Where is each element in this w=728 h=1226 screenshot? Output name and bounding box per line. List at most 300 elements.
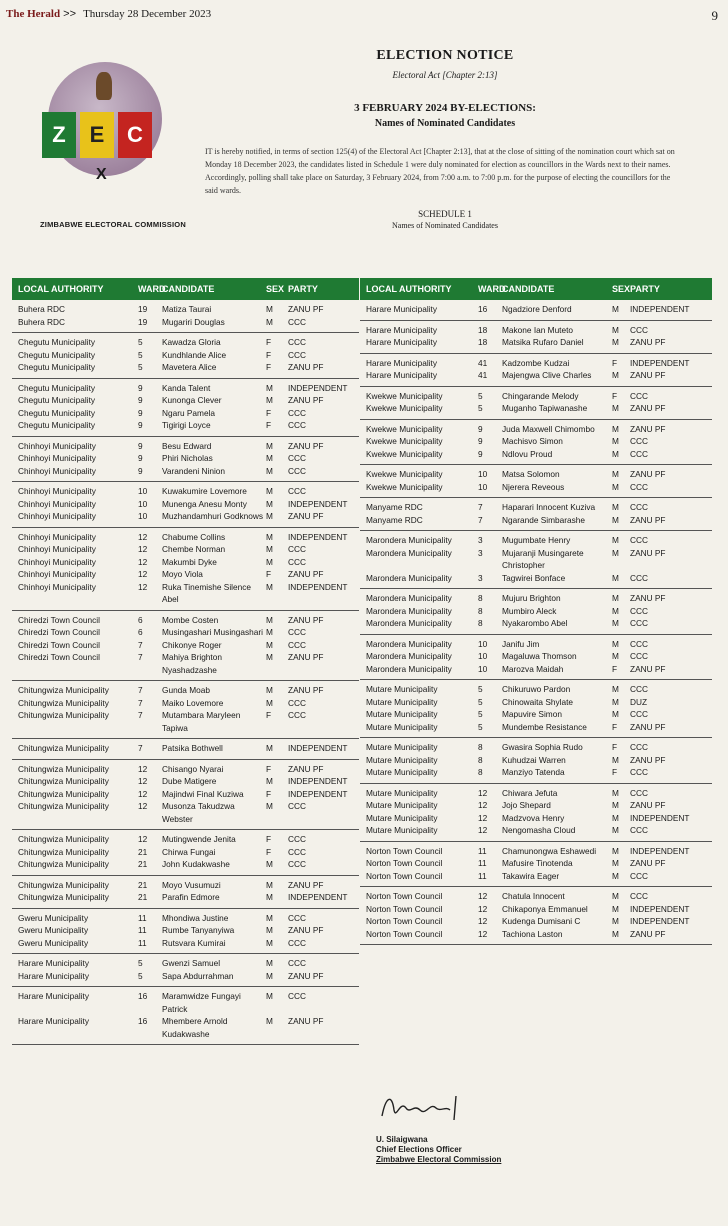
sex-cell: M [612,825,619,835]
local-authority-cell: Mutare Municipality [366,787,438,798]
local-authority-cell: Harare Municipality [18,970,90,981]
ward-cell: 7 [478,514,483,525]
candidate-cell: Machisvo Simon [502,436,563,446]
ward-cell: 10 [478,638,488,649]
table-row [12,452,359,465]
party-cell: CCC [630,502,648,512]
ward-group [360,420,712,466]
table-row [12,858,359,871]
party-cell: INDEPENDENT [288,531,348,542]
local-authority-cell: Chitungwiza Municipality [18,710,109,720]
party-cell: CCC [630,767,648,777]
sex-cell: F [266,834,272,844]
local-authority-cell: Chitungwiza Municipality [18,859,109,869]
candidate-cell: Chamunongwa Eshawedi [502,845,597,856]
party-cell: CCC [630,891,648,901]
sex-cell: M [612,709,619,719]
sex-cell: F [266,349,272,360]
table-body [360,300,712,945]
notice-body: IT is hereby notified, in terms of section 125(4) of the Electoral Act [Chapter 2:13], that at the close of sitting of the nomination court which sat on Monday 18 December 2023, the candidates listed in Schedule 1 were duly nominated for election as councillors in the Wards next to their names. Accordingly, polling shall take place on Saturday, 3 February 2024, from 7:00 a.m. to 7:00 p.m. for the purpose of electing the councillors for the said wards. [205,147,675,195]
candidate-cell: Takawira Eager [502,870,560,881]
candidate-cell: Majindwi Final Kuziwa [162,788,244,799]
ward-cell: 7 [478,502,483,512]
table-row [360,890,712,903]
candidate-cell: Nengomasha Cloud [502,825,576,835]
sex-cell: M [612,651,619,661]
candidate-cell: Kuhudzai Warren [502,754,566,765]
candidate-cell: Ngaru Pamela [162,407,216,418]
party-cell: ZANU PF [288,511,324,521]
ward-cell: 19 [138,304,148,314]
ward-cell: 12 [478,891,488,901]
ward-cell: 21 [138,879,148,890]
candidate-cell: Musonza Takudzwa Webster [162,801,235,824]
candidate-cell: Sapa Abdurrahman [162,970,234,981]
ward-group [360,680,712,738]
party-cell: CCC [288,420,306,430]
table-row [360,696,712,709]
sex-cell: M [266,440,273,451]
ward-group [12,681,359,739]
party-cell: ZANU PF [288,304,324,314]
sex-cell: M [266,879,273,890]
sex-cell: M [266,486,273,496]
party-cell: CCC [630,742,648,752]
sex-cell: M [266,937,273,948]
party-cell: CCC [630,481,648,492]
party-cell: CCC [630,605,648,616]
candidate-cell: Kadzombe Kudzai [502,357,570,368]
ward-cell: 9 [138,465,143,476]
candidate-cell: Mundembe Resistance [502,721,587,732]
ward-group [360,300,712,321]
sex-cell: M [266,776,273,786]
ward-group [12,739,359,760]
candidate-cell: Munenga Anesu Monty [162,498,247,509]
table-row [360,357,712,370]
sex-cell: M [612,535,619,545]
ward-cell: 12 [138,569,148,579]
local-authority-cell: Marondera Municipality [366,651,452,661]
local-authority-cell: Chinhoyi Municipality [18,581,96,592]
sex-cell: F [612,767,618,777]
ward-group [12,482,359,528]
candidate-cell: Phiri Nicholas [162,453,213,463]
candidate-cell: Parafin Edmore [162,892,220,902]
ward-cell: 5 [478,390,483,401]
local-authority-cell: Buhera RDC [18,316,66,327]
party-cell: CCC [288,453,306,463]
table-row [12,543,359,556]
ward-cell: 8 [478,742,483,752]
sex-cell: M [612,481,619,492]
candidate-cell: Chikaponya Emmanuel [502,903,588,914]
local-authority-cell: Manyame RDC [366,502,423,512]
commission-name: ZIMBABWE ELECTORAL COMMISSION [40,220,186,229]
sex-cell: M [612,903,619,914]
table-row [360,324,712,337]
candidate-cell: Haparari Innocent Kuziva [502,502,596,512]
sex-cell: F [612,357,618,368]
sex-cell: M [266,453,273,463]
sex-cell: F [612,663,618,674]
local-authority-cell: Gweru Municipality [18,937,89,948]
candidate-cell: Chiwara Jefuta [502,787,558,798]
ward-cell: 5 [478,709,483,719]
logo-letter-e: E [80,112,114,158]
table-row [360,787,712,800]
sex-cell: M [266,685,273,695]
ward-group [12,528,359,611]
sex-cell: M [266,639,273,650]
sex-cell: M [612,618,619,628]
sex-cell: M [612,448,619,459]
party-cell: ZANU PF [288,614,324,625]
candidate-cell: Madzvova Henry [502,812,565,823]
candidate-cell: Matsa Solomon [502,469,560,479]
party-cell: DUZ [630,696,648,707]
table-row [360,721,712,734]
candidate-cell: Kundhlande Alice [162,349,227,360]
candidate-cell: Muzhandamhuri Godknows [162,511,263,521]
local-authority-cell: Chitungwiza Municipality [18,834,109,844]
ward-cell: 11 [478,870,487,881]
local-authority-cell: Chitungwiza Municipality [18,743,109,753]
table-row [12,303,359,316]
local-authority-cell: Chitungwiza Municipality [18,763,109,774]
sex-cell: M [612,605,619,616]
ward-cell: 12 [478,800,488,810]
local-authority-cell: Mutare Municipality [366,709,438,719]
local-authority-cell: Norton Town Council [366,845,443,856]
candidate-cell: Mavetera Alice [162,362,217,372]
local-authority-cell: Chitungwiza Municipality [18,892,109,902]
sex-cell: M [266,743,273,753]
ward-cell: 8 [478,618,483,628]
ward-group [360,387,712,420]
candidate-cell: Marozva Maidah [502,663,564,674]
sex-cell: M [266,1016,273,1026]
table-row [12,763,359,776]
table-row [12,833,359,846]
ward-cell: 9 [138,453,143,463]
ward-cell: 12 [138,776,148,786]
local-authority-cell: Marondera Municipality [366,663,452,674]
local-authority-cell: Marondera Municipality [366,535,452,545]
ward-group [12,876,359,909]
candidate-cell: Mafusire Tinotenda [502,858,573,868]
party-cell: ZANU PF [630,858,666,868]
party-cell: INDEPENDENT [288,498,348,509]
ward-cell: 9 [138,407,143,418]
ward-cell: 12 [138,763,148,774]
ward-cell: 7 [138,685,143,695]
candidate-cell: Mutambara Maryleen Tapiwa [162,710,241,733]
table-row [12,336,359,349]
ward-cell: 5 [138,337,143,347]
local-authority-cell: Harare Municipality [18,958,90,968]
sex-cell: M [266,991,273,1001]
masthead [6,8,722,28]
ward-cell: 12 [138,531,148,542]
sex-cell: M [266,395,273,405]
sex-cell: M [612,593,619,603]
ward-cell: 16 [138,1016,148,1026]
ward-cell: 12 [478,928,488,939]
candidate-cell: Mahiya Brighton Nyashadzashe [162,652,222,675]
table-row [360,501,712,514]
local-authority-cell: Harare Municipality [366,304,438,314]
header-candidate: CANDIDATE [502,284,555,294]
ward-cell: 3 [478,547,483,558]
local-authority-cell: Mutare Municipality [366,742,438,752]
candidate-cell: Kuwakumire Lovemore [162,486,247,496]
local-authority-cell: Chiredzi Town Council [18,639,100,650]
table-row [360,369,712,382]
header-local-authority: LOCAL AUTHORITY [18,284,104,294]
logo-letter-z: Z [42,112,76,158]
local-authority-cell: Buhera RDC [18,304,66,314]
party-cell: ZANU PF [630,403,666,413]
local-authority-cell: Chitungwiza Municipality [18,788,109,799]
candidate-cell: Njerera Reveous [502,481,565,492]
table-row [12,1015,359,1040]
sex-cell: M [612,436,619,446]
sex-cell: M [612,502,619,512]
ward-cell: 7 [138,652,143,662]
publication-date: Thursday 28 December 2023 [83,8,212,20]
sex-cell: F [266,569,272,579]
ward-cell: 7 [138,639,143,650]
candidate-cell: Nyakarombo Abel [502,618,568,628]
candidate-cell: Tachiona Laston [502,928,563,939]
ward-cell: 21 [138,859,148,869]
local-authority-cell: Chitungwiza Municipality [18,697,109,708]
table-row [360,638,712,651]
party-cell: CCC [288,349,306,360]
party-cell: ZANU PF [630,663,666,674]
sex-cell: M [612,423,619,434]
party-cell: CCC [288,627,306,637]
local-authority-cell: Kwekwe Municipality [366,448,443,459]
sex-cell: M [612,469,619,479]
signature-block [376,1090,696,1165]
ward-group [360,738,712,784]
ward-group [12,333,359,379]
local-authority-cell: Chiredzi Town Council [18,652,100,662]
page-number: 9 [711,8,718,23]
header-party: PARTY [288,284,318,294]
table-row [12,485,359,498]
local-authority-cell: Chegutu Municipality [18,362,96,372]
table-row [12,912,359,925]
table-row [360,435,712,448]
sex-cell: F [612,390,618,401]
sex-cell: M [266,912,273,923]
header-sex: SEX [612,284,631,294]
sex-cell: M [612,403,619,413]
candidate-cell: Rutsvara Kumirai [162,937,226,948]
table-row [360,605,712,618]
candidate-cell: Makumbi Dyke [162,556,217,567]
local-authority-cell: Chegutu Municipality [18,349,96,360]
table-row [360,903,712,916]
party-cell: CCC [288,486,306,496]
ward-cell: 41 [478,357,488,368]
party-cell: CCC [630,390,648,401]
ward-cell: 6 [138,627,143,637]
ward-group [12,830,359,876]
table-row [360,572,712,585]
party-cell: CCC [288,846,306,857]
local-authority-cell: Chiredzi Town Council [18,614,100,625]
table-row [12,556,359,569]
ward-cell: 12 [478,825,488,835]
local-authority-cell: Chegutu Municipality [18,395,96,405]
sex-cell: F [266,337,272,347]
ward-cell: 7 [138,743,143,753]
table-row [360,336,712,349]
ward-cell: 9 [138,395,143,405]
table-row [12,775,359,788]
sex-cell: M [266,614,273,625]
local-authority-cell: Norton Town Council [366,916,443,926]
table-row [12,581,359,606]
sex-cell: F [266,763,272,774]
table-row [360,663,712,676]
table-row [360,592,712,605]
ward-group [12,379,359,437]
party-cell: CCC [288,710,306,720]
local-authority-cell: Chinhoyi Municipality [18,569,96,579]
party-cell: ZANU PF [288,685,324,695]
sex-cell: M [266,925,273,935]
candidate-cell: Ngadziore Denford [502,304,572,314]
candidate-cell: Gunda Moab [162,685,210,695]
ward-cell: 41 [478,370,488,380]
candidate-cell: Mujaranji Musingarete Christopher [502,547,584,570]
candidate-cell: Mujuru Brighton [502,593,561,603]
candidate-cell: Chinowaita Shylate [502,696,574,707]
local-authority-cell: Manyame RDC [366,514,423,525]
election-notice [195,48,695,230]
sex-cell: M [266,970,273,981]
local-authority-cell: Chitungwiza Municipality [18,801,109,811]
local-authority-cell: Chinhoyi Municipality [18,465,96,476]
ward-group [12,611,359,682]
party-cell: ZANU PF [630,337,666,347]
sex-cell: M [612,572,619,583]
party-cell: CCC [630,684,648,694]
local-authority-cell: Kwekwe Municipality [366,469,443,479]
table-row [360,423,712,436]
local-authority-cell: Marondera Municipality [366,572,452,583]
sex-cell: F [612,742,618,752]
header-local-authority: LOCAL AUTHORITY [366,284,452,294]
sex-cell: M [612,800,619,810]
candidate-cell: Mhembere Arnold Kudakwashe [162,1016,228,1039]
party-cell: ZANU PF [630,593,666,603]
candidate-cell: Moyo Viola [162,569,203,579]
local-authority-cell: Chinhoyi Municipality [18,531,96,542]
table-row [12,846,359,859]
table-row [360,708,712,721]
party-cell: INDEPENDENT [630,916,690,926]
ward-cell: 10 [478,469,488,479]
party-cell: ZANU PF [288,362,324,372]
sex-cell: M [266,892,273,902]
party-cell: CCC [630,870,648,881]
local-authority-cell: Chitungwiza Municipality [18,776,109,786]
candidate-cell: Kudenga Dumisani C [502,916,581,926]
local-authority-cell: Gweru Municipality [18,925,89,935]
candidate-cell: Magaluwa Thomson [502,651,577,661]
local-authority-cell: Chinhoyi Municipality [18,498,96,509]
party-cell: CCC [288,801,306,811]
candidate-cell: Kanda Talent [162,382,211,393]
local-authority-cell: Kwekwe Municipality [366,403,443,413]
sex-cell: M [612,324,619,335]
ward-cell: 12 [138,556,148,567]
party-cell: INDEPENDENT [288,776,348,786]
candidate-cell: Jojo Shepard [502,800,551,810]
local-authority-cell: Norton Town Council [366,928,443,939]
newspaper-name: The Herald [6,8,61,20]
party-cell: INDEPENDENT [288,788,348,799]
party-cell: ZANU PF [630,721,666,732]
local-authority-cell: Norton Town Council [366,903,443,914]
handwritten-signature [376,1090,466,1124]
table-row [12,800,359,825]
sex-cell: F [266,788,272,799]
sex-cell: M [612,787,619,798]
local-authority-cell: Mutare Municipality [366,767,438,777]
party-cell: CCC [288,697,306,708]
sex-cell: M [612,638,619,649]
table-row [360,468,712,481]
logo-letter-c: C [118,112,152,158]
zimbabwe-bird-icon [96,72,112,100]
party-cell: CCC [630,448,648,459]
ward-group [360,531,712,589]
candidate-cell: Mugumbate Henry [502,535,571,545]
candidate-cell: Mutingwende Jenita [162,834,236,844]
sex-cell: M [266,556,273,567]
sex-cell: F [266,362,272,372]
candidate-cell: Kunonga Clever [162,395,222,405]
candidate-cell: Chirwa Fungai [162,846,216,857]
logo-letters [42,112,152,158]
candidate-cell: Gwasira Sophia Rudo [502,742,583,752]
sex-cell: M [266,316,273,327]
party-cell: CCC [288,316,306,327]
sex-cell: F [612,721,618,732]
table-row [360,448,712,461]
party-cell: ZANU PF [288,1016,324,1026]
ward-cell: 7 [138,697,143,708]
ward-cell: 12 [478,903,488,914]
table-row [360,390,712,403]
local-authority-cell: Marondera Municipality [366,618,452,628]
candidate-cell: Manziyo Tatenda [502,767,565,777]
ward-cell: 11 [138,912,147,923]
table-row [12,924,359,937]
table-row [360,845,712,858]
table-row [360,683,712,696]
candidate-cell: Ruka Tinemishe Silence Abel [162,581,252,604]
candidate-cell: Chabume Collins [162,531,226,542]
masthead-separator: >> [63,8,77,20]
